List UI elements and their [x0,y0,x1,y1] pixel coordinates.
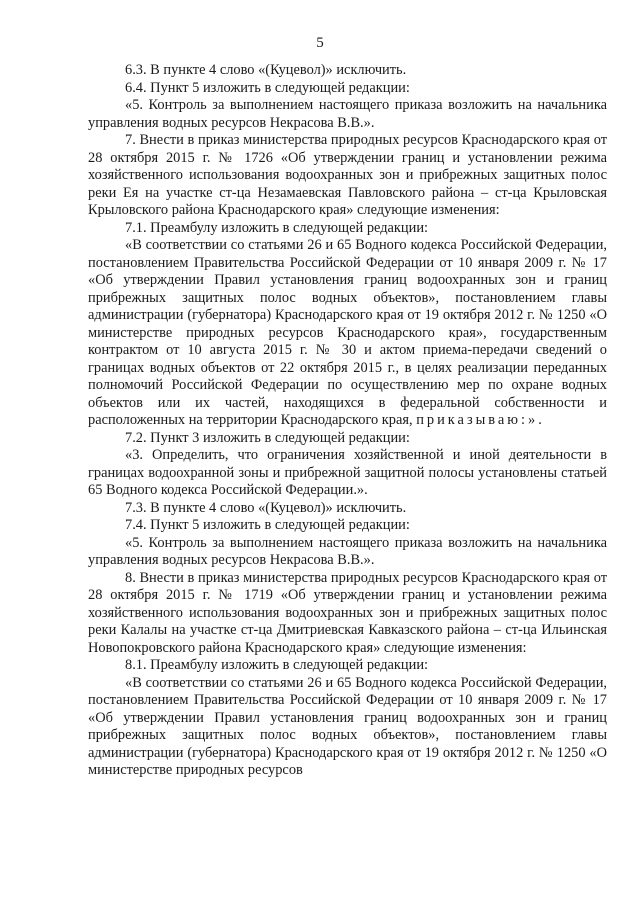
paragraph-6-4-text: «5. Контроль за выполнением настоящего приказа возложить на начальника управления водных ресурсов Некрасова В.В.». [88,97,607,131]
paragraph-7-4: 7.4. Пункт 5 изложить в следующей редакции: [125,517,410,533]
paragraph-7: 7. Внести в приказ министерства природных ресурсов Краснодарского края от 28 октября 2015 г. № 1726 «Об утверждении границ и установлении режима хозяйственного использования водоохранных зон и прибрежных защитных полос реки Ея на участке ст-ца Незамаевская Павловского района – ст-ца Крыловская Крыловского района Краснодарского края» следующие изменения: [88,132,607,218]
paragraph-8-1: 8.1. Преамбулу изложить в следующей редакции: [125,657,429,673]
preamble-spaced-word: приказываю:». [416,412,545,428]
page-number: 5 [316,35,324,51]
paragraph-7-2: 7.2. Пункт 3 изложить в следующей редакции: [125,429,410,446]
paragraph-7-4-text: «5. Контроль за выполнением настоящего приказа возложить на начальника управления водных ресурсов Некрасова В.В.». [88,534,607,568]
paragraph-7-2-text: «3. Определить, что ограничения хозяйственной и иной деятельности в границах водоохранной зоны и прибрежной защитной полосы установлены статьей 65 Водного кодекса Российской Федерации.». [88,447,607,498]
paragraph-6-3: 6.3. В пункте 4 слово «(Куцевол)» исключить. [125,62,407,78]
paragraph-8: 8. Внести в приказ министерства природных ресурсов Краснодарского края от 28 октября 2015 г. № 1719 «Об утверждении границ и установлении режима хозяйственного использования водоохранных зон и прибрежных защитных полос реки Калалы на участке ст-ца Дмитриевская Кавказского района – ст-ца Ильинская Новопокровского района Краснодарского края» следующие изменения: [88,569,607,656]
paragraph-6-4: 6.4. Пункт 5 изложить в следующей редакции: [125,79,410,96]
paragraph-8-1-preamble: «В соответствии со статьями 26 и 65 Водного кодекса Российской Федерации, постановлением Правительства Российской Федерации от 10 января 2009 г. № 17 «Об утверждении Правил установления границ водоохранных зон и границ прибрежных защитных полос водных объектов», постановлением главы администрации (губернатора) Краснодарского края от 19 октября 2012 г. № 1250 «О министерстве природных ресурсов [88,674,607,778]
paragraph-7-3: 7.3. В пункте 4 слово «(Куцевол)» исключить. [125,499,407,516]
paragraph-7-1: 7.1. Преамбулу изложить в следующей редакции: [125,219,429,236]
paragraph-7-1-preamble [88,237,607,430]
preamble-text: «В соответствии со статьями 26 и 65 Водного кодекса Российской Федерации, постановлением Правительства Российской Федерации от 10 января 2009 г. № 17 «Об утверждении Правил установления границ водоохранных зон и границ прибрежных защитных полос водных объектов», постановлением главы администрации (губернатора) Краснодарского края от 19 октября 2012 г. № 1250 «О министерстве природных ресурсов Краснодарского края», государственным контрактом от 10 августа 2015 г. № 30 и актом приема-передачи сведений о границах водных объектов от 22 октября 2015 г., в целях реализации переданных полномочий Российской Федерации по осуществлению мер по охране водных объектов или их частей, находящихся в федеральной собственности и расположенных на территории Краснодарского края, [88,237,607,428]
document-body [88,62,607,780]
